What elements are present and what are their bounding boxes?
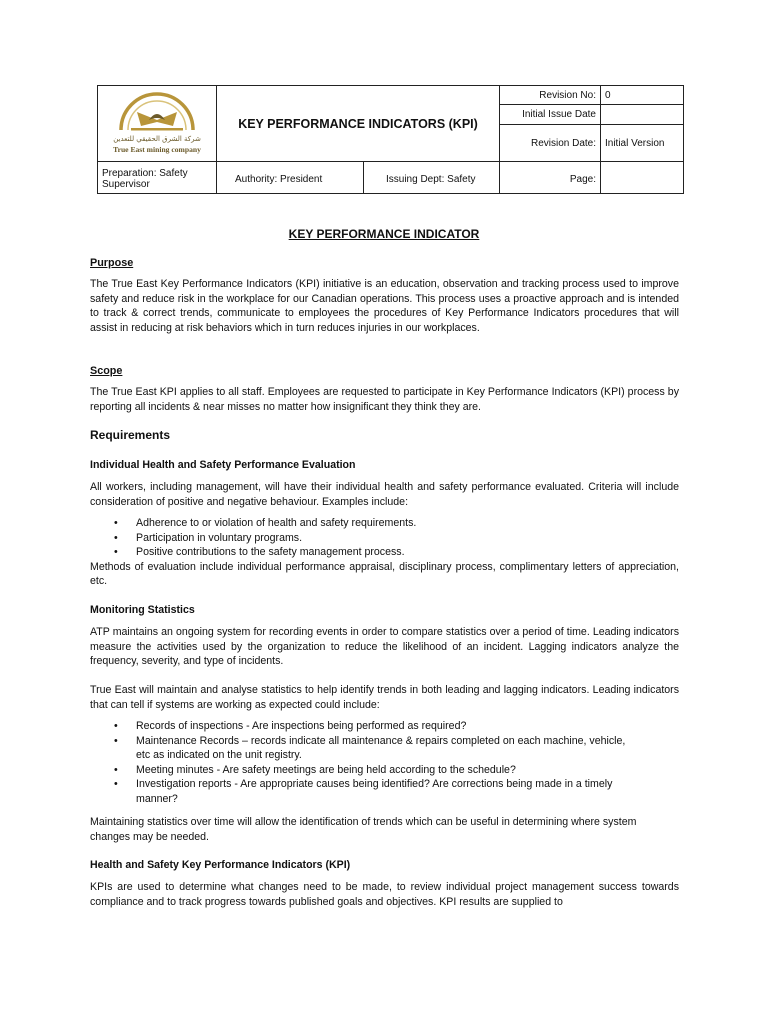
initial-issue-label: Initial Issue Date [500,105,601,125]
issuing-dept-cell: Issuing Dept: Safety [364,162,500,194]
logo-english-text: True East mining company [113,145,201,154]
revision-no-value: 0 [601,86,684,105]
monitoring-list [90,719,679,806]
purpose-heading [90,256,679,271]
list-item: • Adherence to or violation of health and safety requirements. [114,517,417,529]
page-title: KEY PERFORMANCE INDICATOR [288,227,480,241]
monitoring-paragraph-2: True East will maintain and analyse statistics to help identify trends in both leading and lagging indicators. Leading indicators that can tell if systems are working as expected could include: [90,684,679,711]
list-item: • Participation in voluntary programs. [114,531,303,544]
kpi-heading: Health and Safety Key Performance Indicators (KPI) [90,859,351,871]
revision-date-value: Initial Version [601,125,684,162]
logo-cell [98,86,217,162]
individual-heading: Individual Health and Safety Performance Evaluation [90,459,356,471]
list-item: • Meeting minutes - Are safety meetings are being held according to the schedule? [114,763,516,776]
individual-list [90,516,679,560]
individual-after-paragraph: Methods of evaluation include individual performance appraisal, disciplinary process, complimentary letters of appreciation, etc. [90,560,679,587]
page-value [601,162,684,194]
monitoring-after-paragraph: Maintaining statistics over time will allow the identification of trends which can be useful in determining where system changes may be needed. [90,816,637,843]
list-item: • Maintenance Records – records indicate all maintenance & repairs completed on each machine, vehicle, etc as indicated on the unit registry. [114,734,626,761]
scope-paragraph: The True East KPI applies to all staff. Employees are requested to participate in Key Performance Indicators (KPI) process by reporting all incidents & near misses no matter how insignificant they think they are. [90,386,679,413]
monitoring-paragraph-1: ATP maintains an ongoing system for recording events in order to compare statistics over a period of time. Leading indicators measure the activities used by the organization to reduce the likelihood of an incident. Lagging indicators analyze the frequency, severity, and type of incidents. [90,626,679,667]
initial-issue-value [601,105,684,125]
header-table [97,85,684,194]
preparation-cell: Preparation: Safety Supervisor [98,162,217,194]
purpose-heading-text: Purpose [90,257,134,269]
revision-no-label: Revision No: [500,86,601,105]
document-title-header: KEY PERFORMANCE INDICATORS (KPI) [217,86,500,162]
scope-heading: Scope [90,365,123,377]
kpi-paragraph: KPIs are used to determine what changes need to be made, to review individual project management success towards compliance and to track progress towards published goals and objectives. KPI results are supplied to [90,881,679,908]
logo-arabic-text: شركة الشرق الحقيقي للتعدين [113,135,201,143]
purpose-paragraph: The True East Key Performance Indicators (KPI) initiative is an education, observation and tracking process used to improve safety and reduce risk in the workplace for our Canadian operations. This process uses a proactive approach and is intended to track & correct trends, communicate to employees the procedures of Key Performance Indicators procedures that will assist in reducing at risk behaviors which in turn reduces injuries in our workplaces. [90,278,679,334]
company-logo-icon [101,86,213,158]
list-item: • Records of inspections - Are inspections being performed as required? [114,720,467,732]
page-label: Page: [500,162,601,194]
list-item: • Positive contributions to the safety management process. [114,546,405,558]
revision-date-label: Revision Date: [500,125,601,162]
individual-paragraph: All workers, including management, will have their individual health and safety performance evaluated. Criteria will include consideration of positive and negative behaviour. Examples include: [90,481,679,508]
authority-cell: Authority: President [217,162,364,194]
requirements-heading: Requirements [90,428,171,442]
monitoring-heading: Monitoring Statistics [90,604,195,616]
list-item: • Investigation reports - Are appropriate causes being identified? Are corrections being made in a timely manner? [114,778,613,805]
